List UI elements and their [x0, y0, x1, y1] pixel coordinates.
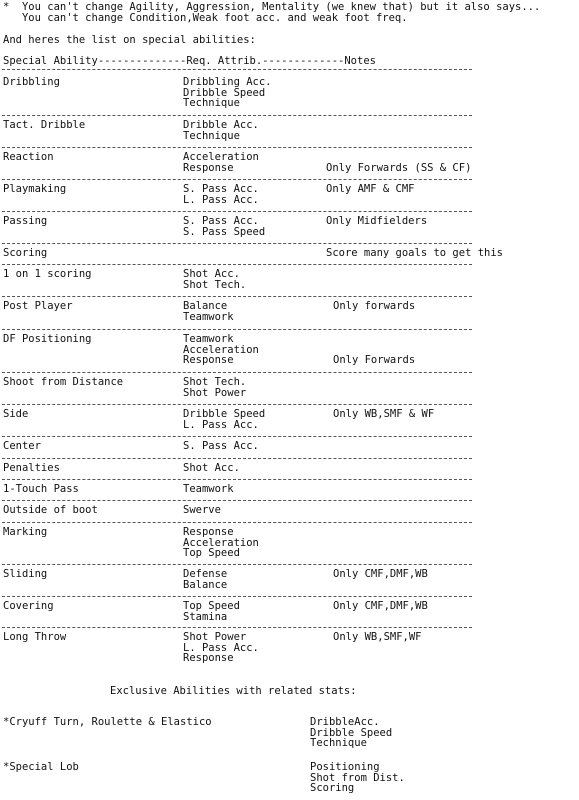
- row-divider: [2, 500, 472, 501]
- intro-line-2: You can't change Condition,Weak foot acc. and weak foot freq.: [3, 12, 408, 24]
- ability-attribute: Stamina: [183, 610, 228, 623]
- row-divider: [2, 264, 472, 265]
- exclusive-ability-stat: Scoring: [310, 782, 355, 795]
- ability-name: Passing: [3, 215, 48, 227]
- ability-note: Only CMF,DMF,WB: [333, 600, 428, 612]
- ability-attribute: Shot Tech.: [183, 376, 247, 388]
- row-divider: [2, 372, 472, 373]
- ability-name: Post Player: [3, 300, 73, 312]
- ability-name: Side: [3, 408, 29, 420]
- ability-attribute: S. Pass Acc.: [183, 215, 259, 227]
- row-divider: [2, 243, 472, 244]
- ability-note: Only WB,SMF & WF: [333, 408, 435, 420]
- row-divider: [2, 329, 472, 330]
- ability-attribute: Response: [183, 354, 234, 367]
- ability-attribute: L. Pass Acc.: [183, 418, 259, 431]
- ability-attribute: Technique: [183, 129, 240, 142]
- ability-note: Only WB,SMF,WF: [333, 631, 422, 643]
- ability-attribute: Dribble Speed: [183, 408, 266, 420]
- ability-attribute: Teamwork: [183, 333, 234, 345]
- ability-attribute: Acceleration: [183, 343, 259, 356]
- ability-name: Outside of boot: [3, 504, 98, 516]
- ability-attribute: Shot Tech.: [183, 278, 247, 291]
- ability-note: Only Forwards (SS & CF): [326, 161, 472, 174]
- ability-attribute: Swerve: [183, 504, 221, 516]
- ability-name: Center: [3, 440, 41, 452]
- ability-name: Tact. Dribble: [3, 119, 86, 131]
- exclusive-ability-stat: DribbleAcc.: [310, 716, 380, 728]
- ability-name: Dribbling: [3, 76, 60, 88]
- ability-attribute: Dribbling Acc.: [183, 76, 272, 88]
- exclusive-ability-stat: Technique: [310, 737, 367, 750]
- ability-name: Reaction: [3, 151, 54, 163]
- table-header: Special Ability--------------Req. Attrib.-------------Notes: [3, 55, 376, 67]
- exclusive-ability-name: *Cryuff Turn, Roulette & Elastico: [3, 716, 212, 728]
- ability-note: Only Midfielders: [326, 215, 428, 227]
- ability-name: Scoring: [3, 247, 48, 259]
- ability-name: Sliding: [3, 568, 48, 580]
- ability-name: Covering: [3, 600, 54, 612]
- row-divider: [2, 296, 472, 297]
- row-divider: [2, 479, 472, 480]
- row-divider: [2, 211, 472, 212]
- header-divider: [2, 69, 472, 70]
- row-divider: [2, 404, 472, 405]
- ability-attribute: L. Pass Acc.: [183, 193, 259, 206]
- exclusive-ability-stat: Dribble Speed: [310, 726, 393, 739]
- ability-name: Playmaking: [3, 183, 67, 195]
- ability-attribute: Shot Power: [183, 631, 247, 643]
- ability-attribute: S. Pass Acc.: [183, 183, 259, 195]
- ability-attribute: Teamwork: [183, 310, 234, 323]
- exclusive-ability-stat: Shot from Dist.: [310, 771, 405, 784]
- ability-attribute: Balance: [183, 578, 228, 591]
- row-divider: [2, 179, 472, 180]
- ability-attribute: Acceleration: [183, 536, 259, 549]
- ability-attribute: Response: [183, 526, 234, 538]
- ability-attribute: Defense: [183, 568, 228, 580]
- ability-name: Shoot from Distance: [3, 376, 124, 388]
- row-divider: [2, 627, 472, 628]
- ability-note: Only forwards: [333, 300, 416, 312]
- ability-note: Score many goals to get this: [326, 247, 504, 259]
- exclusive-ability-stat: Positioning: [310, 761, 380, 773]
- row-divider: [2, 458, 472, 459]
- row-divider: [2, 115, 472, 116]
- ability-attribute: Top Speed: [183, 600, 240, 612]
- ability-attribute: Dribble Speed: [183, 86, 266, 99]
- ability-attribute: Shot Power: [183, 386, 247, 399]
- ability-name: 1 on 1 scoring: [3, 268, 92, 280]
- ability-name: DF Positioning: [3, 333, 92, 345]
- exclusive-title: Exclusive Abilities with related stats:: [110, 685, 357, 697]
- ability-attribute: Technique: [183, 97, 240, 110]
- ability-attribute: S. Pass Speed: [183, 225, 266, 238]
- ability-attribute: Balance: [183, 300, 228, 312]
- ability-attribute: Teamwork: [183, 483, 234, 495]
- row-divider: [2, 564, 472, 565]
- row-divider: [2, 436, 472, 437]
- ability-note: Only AMF & CMF: [326, 183, 415, 195]
- row-divider: [2, 522, 472, 523]
- ability-note: Only Forwards: [333, 354, 416, 367]
- row-divider: [2, 147, 472, 148]
- ability-attribute: Response: [183, 652, 234, 665]
- ability-attribute: S. Pass Acc.: [183, 440, 259, 452]
- ability-attribute: Top Speed: [183, 547, 240, 560]
- ability-attribute: Acceleration: [183, 151, 259, 163]
- ability-attribute: Shot Acc.: [183, 268, 240, 280]
- row-divider: [2, 596, 472, 597]
- ability-attribute: Dribble Acc.: [183, 119, 259, 131]
- exclusive-ability-name: *Special Lob: [3, 761, 79, 773]
- ability-attribute: Shot Acc.: [183, 462, 240, 474]
- ability-attribute: L. Pass Acc.: [183, 641, 259, 654]
- intro-line-1: * You can't change Agility, Aggression, Mentality (we knew that) but it also says...: [3, 1, 541, 13]
- ability-note: Only CMF,DMF,WB: [333, 568, 428, 580]
- ability-name: Marking: [3, 526, 48, 538]
- ability-attribute: Response: [183, 161, 234, 174]
- ability-name: Long Throw: [3, 631, 67, 643]
- list-intro: And heres the list on special abilities:: [3, 34, 256, 46]
- ability-name: 1-Touch Pass: [3, 483, 79, 495]
- ability-name: Penalties: [3, 462, 60, 474]
